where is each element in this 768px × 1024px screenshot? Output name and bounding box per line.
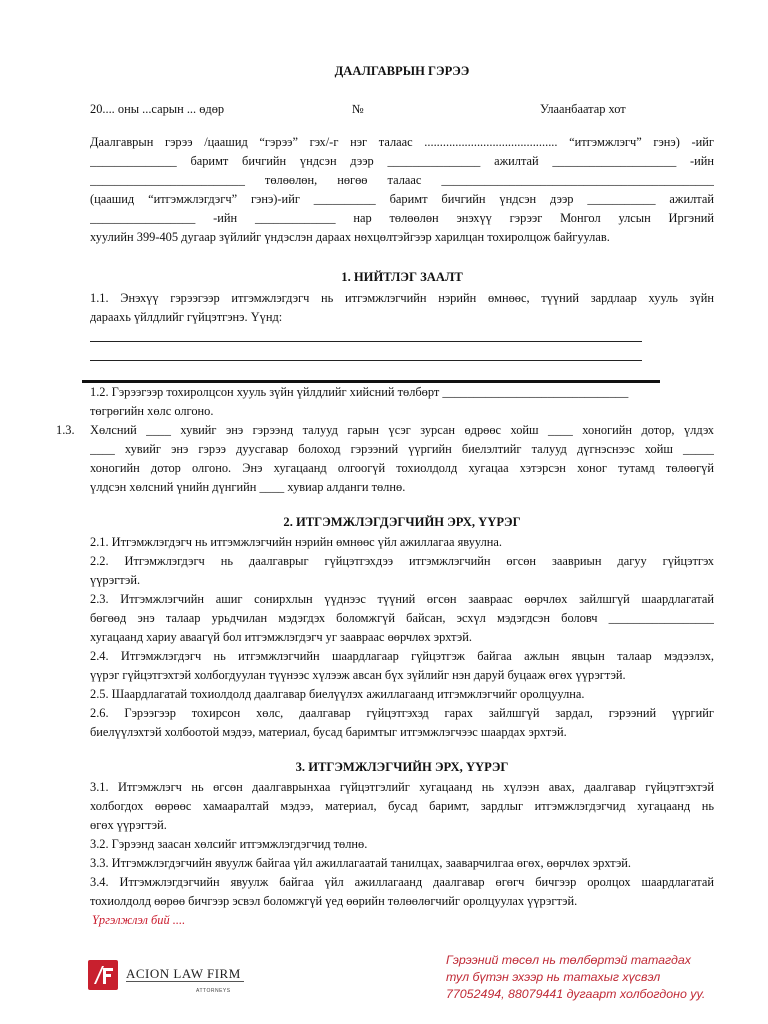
- clause-line: ____ хувийг энэ гэрээ дуусгавар болоход гэрээний үүргийн биелэлтийг талууд дүгнэснээс хойш _____: [90, 442, 714, 456]
- clause-line: 2.5. Шаардлагатай тохиолдолд даалгавар биелүүлэх ажиллагаанд итгэмжлэгчийг оролцуулна.: [90, 687, 585, 701]
- clause-line: 2.6. Гэрээгээр тохирсон хөлс, даалгавар гүйцэтгэхэд гарах зайлшгүй зардал, гэрээний үүргийг: [90, 706, 714, 720]
- date-line: [90, 100, 714, 119]
- contract-date: 20.... оны ...сарын ... өдөр: [90, 102, 225, 116]
- clause-line: 1.1. Энэхүү гэрээгээр итгэмжлэгдэгч нь итгэмжлэгчийн нэрийн өмнөөс, түүний зардлаар хууль зүйн: [90, 291, 714, 305]
- clause-line: Хөлсний ____ хувийг энэ гэрээнд талууд гарын үсэг зурсан өдрөөс хойш ____ хоногийн дотор, үлдэх: [90, 423, 714, 437]
- section-3-body: [90, 778, 714, 911]
- contract-number: №: [352, 102, 364, 116]
- clause-line: 3.1. Итгэмжлэгч нь өгсөн даалгаврынхаа гүйцэтгэлийг хугацаанд нь хүлээн авах, даалгавар гүйцэтгэхтэй: [90, 780, 714, 794]
- clause-1-3-number: 1.3.: [56, 423, 75, 437]
- intro-line: _________________________ төлөөлөн, нөгөө талаас ____________________________________________: [90, 173, 714, 187]
- clause-line: биелүүлэхтэй холбоотой мэдээ, материал, бусад баримтыг итгэмжлэгчээс шаардах эрхтэй.: [90, 725, 567, 739]
- intro-line: хуулийн 399-405 дугаар зүйлийг үндэслэн дараах нөхцөлтэйгээр харилцан тохиролцож байгуулав.: [90, 230, 610, 244]
- clause-line: тохиолдолд өөрөө бичгээр эсвэл боломжгүй үед өөрийн төлөөлөгчийг оролцуулах үүрэгтэй.: [90, 894, 578, 908]
- intro-line: Даалгаврын гэрээ /цаашид “гэрээ” гэх/-г нэг талаас ........................................... “итгэмжлэгч” гэнэ) -ийг: [90, 135, 714, 149]
- clause-line: бөгөөд энэ талаар урьдчилан мэдэгдэх боломжгүй байсан, эсхүл мэдэгдсэн боловч _________________: [90, 611, 714, 625]
- clause-line: өгөх үүрэгтэй.: [90, 818, 167, 832]
- intro-line: ______________ баримт бичгийн үндсэн дээр _______________ ажилтай ____________________ -ийн: [90, 154, 714, 168]
- clause-line: 2.4. Итгэмжлэгдэгч нь итгэмжлэгчийн шаардлагаар гүйцэтгэж байгаа ажлын явцын талаар мэдээлэх,: [90, 649, 714, 663]
- section-2-body: [90, 533, 714, 742]
- section-1-heading: 1. НИЙТЛЭГ ЗААЛТ: [341, 270, 463, 284]
- download-note-line: тул бүтэн эхээр нь татахыг хүсвэл: [446, 970, 661, 984]
- firm-logo-mark-icon: [88, 960, 118, 990]
- clause-line: төгрөгийн хөлс олгоно.: [90, 404, 214, 418]
- document-title: ДААЛГАВРЫН ГЭРЭЭ: [334, 64, 470, 78]
- clause-line: үүрэг гүйцэтгэхтэй холбогдуулан түүнээс хүлээж авсан бүх зүйлийг нэн даруй буцааж өгөх үүрэгтэй.: [90, 668, 626, 682]
- clause-line: хугацаанд хариу аваагүй бол итгэмжлэгдэгч уг заавраас өөрчлөх эрхтэй.: [90, 630, 472, 644]
- clause-1-3: [90, 421, 714, 497]
- clause-line: дараахь үйлдлийг гүйцэтгэнэ. Үүнд:: [90, 310, 283, 324]
- clause-line: 2.2. Итгэмжлэгдэгч нь даалгаврыг гүйцэтгэхдээ итгэмжлэгчийн өгсөн заавриын дагуу гүйцэтгэх: [90, 554, 714, 568]
- intro-paragraph: [90, 133, 714, 247]
- download-note: [446, 952, 746, 1003]
- firm-name: ACION LAW FIRM: [126, 966, 241, 981]
- download-note-line: Гэрээний төсөл нь төлбөртэй татагдах: [446, 953, 691, 967]
- clause-line: 1.2. Гэрээгээр тохиролцсон хууль зүйн үйлдлийг хийсний төлбөрт ______________________________: [90, 385, 629, 399]
- firm-logo: [88, 958, 288, 998]
- contract-city: Улаанбаатар хот: [540, 102, 626, 116]
- clause-line: холбогдох өөрөөс хамааралтай мэдээ, материал, бусад баримт, зардлыг итгэмжлэгдэгчид хугацаанд нь: [90, 799, 714, 813]
- clause-line: хоногийн дотор олгоно. Энэ хугацаанд олгоогүй тохиолдолд хугацаа хэтэрсэн хоног тутамд төлөөгүй: [90, 461, 714, 475]
- clause-1-2: [90, 383, 714, 421]
- clause-line: 3.3. Итгэмжлэгдэгчийн явуулж байгаа үйл ажиллагаатай танилцах, зааварчилгаа өгөх, өөрчлөх эрхтэй.: [90, 856, 632, 870]
- section-3-heading: 3. ИТГЭМЖЛЭГЧИЙН ЭРХ, ҮҮРЭГ: [295, 760, 509, 774]
- clause-line: 3.4. Итгэмжлэгдэгчийн явуулж байгаа үйл ажиллагаанд даалгавар өгөгч бичгээр оролцох шаардлагатай: [90, 875, 714, 889]
- continued-note: Үргэлжлэл бий ....: [92, 913, 186, 927]
- clause-line: 3.2. Гэрээнд заасан хөлсийг итгэмжлэгдэгчид төлнө.: [90, 837, 368, 851]
- clause-1-1: [90, 289, 714, 327]
- blank-line: [90, 360, 642, 361]
- firm-subtitle: ATTORNEYS: [196, 988, 231, 994]
- blank-line: [90, 341, 642, 342]
- clause-line: 2.3. Итгэмжлэгчийн ашиг сонирхлын үүднээс түүний өгсөн заавраас өөрчлөх зайлшгүй шаардлагатай: [90, 592, 714, 606]
- intro-line: _________________ -ийн _____________ нар төлөөлөн энэхүү гэрээг Монгол улсын Иргэний: [90, 211, 714, 225]
- clause-line: үлдсэн хөлсний үнийн дүнгийн ____ хувиар алданги төлнө.: [90, 480, 406, 494]
- clause-line: үүрэгтэй.: [90, 573, 141, 587]
- download-note-line: 77052494, 88079441 дугаарт холбогдоно уу.: [446, 987, 706, 1001]
- clause-line: 2.1. Итгэмжлэгдэгч нь итгэмжлэгчийн нэрийн өмнөөс үйл ажиллагаа явуулна.: [90, 535, 502, 549]
- section-2-heading: 2. ИТГЭМЖЛЭГДЭГЧИЙН ЭРХ, ҮҮРЭГ: [283, 515, 521, 529]
- intro-line: (цаашид “итгэмжлэгдэгч” гэнэ)-ийг __________ баримт бичгийн үндсэн дээр ___________ ажилтай: [90, 192, 714, 206]
